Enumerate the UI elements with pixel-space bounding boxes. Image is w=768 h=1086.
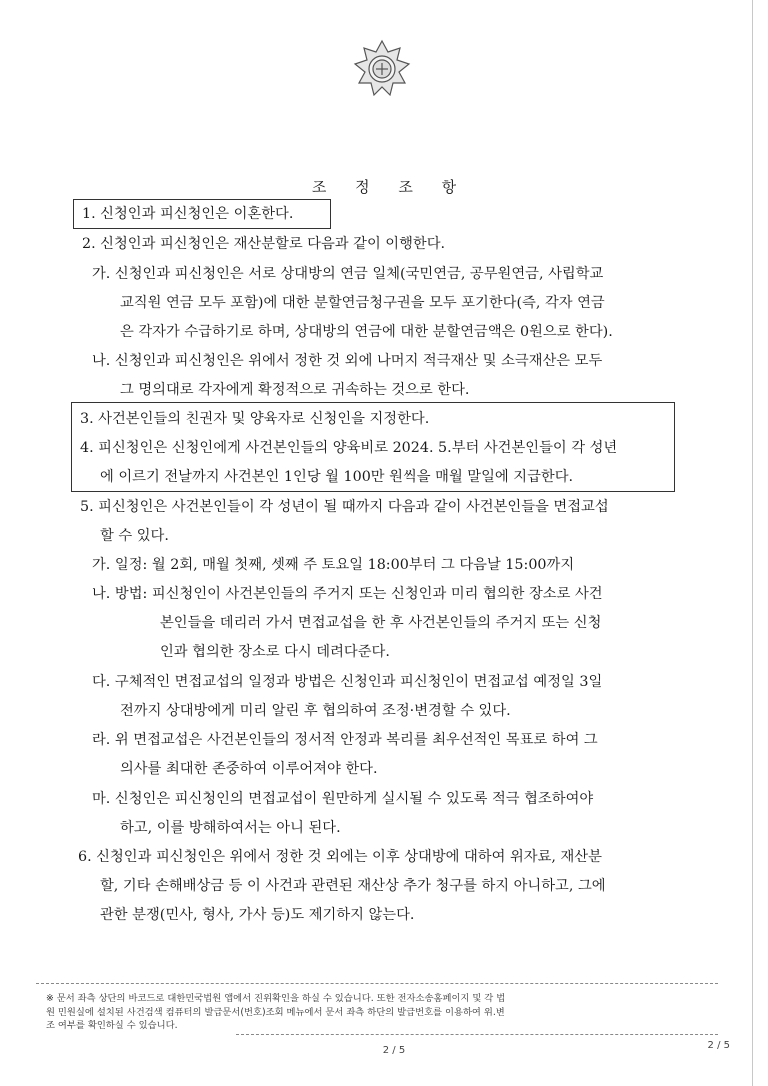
clause-5-line-1: 5. 피신청인은 사건본인들이 각 성년이 될 때까지 다음과 같이 사건본인들을 면접교섭 [80,499,609,515]
clause-2-ga-line-2: 교직원 연금 모두 포함)에 대한 분할연금청구권을 모두 포기한다(즉, 각자 연금 [120,295,605,311]
clause-1: 1. 신청인과 피신청인은 이혼한다. [82,206,294,222]
page-number: 2 / 5 [382,1045,406,1056]
clause-5-na-line-3: 인과 협의한 장소로 다시 데려다준다. [160,644,390,660]
clause-2-ga-line-3: 은 각자가 수급하기로 하며, 상대방의 연금에 대한 분할연금액은 0원으로 한다). [120,324,613,340]
court-seal-icon [350,38,414,102]
footer-note-line: 원 민원실에 설치된 사건검색 컴퓨터의 발급문서(번호)조회 메뉴에서 문서 좌측 하단의 발급번호를 이용하여 위.변 [46,1006,505,1018]
clause-5-ga: 가. 일정: 월 2회, 매월 첫째, 셋째 주 토요일 18:00부터 그 다음날 15:00까지 [92,557,575,573]
clause-6-line-3: 관한 분쟁(민사, 형사, 가사 등)도 제기하지 않는다. [100,907,415,923]
footer-note-line: 조 여부를 확인하실 수 있습니다. [46,1020,178,1031]
clause-4-line-2: 에 이르기 전날까지 사건본인 1인당 월 100만 원씩을 매월 말일에 지급한다. [100,469,574,485]
clause-2-ga-line-1: 가. 신청인과 피신청인은 서로 상대방의 연금 일체(국민연금, 공무원연금, 사립학교 [92,266,604,282]
clause-5-na-line-1: 나. 방법: 피신청인이 사건본인들의 주거지 또는 신청인과 미리 협의한 장소로 사건 [92,586,603,602]
clause-2: 2. 신청인과 피신청인은 재산분할로 다음과 같이 이행한다. [82,236,446,252]
clause-5-na-line-2: 본인들을 데리러 가서 면접교섭을 한 후 사건본인들의 주거지 또는 신청 [160,615,602,631]
clause-6-line-2: 할, 기타 손해배상금 등 이 사건과 관련된 재산상 추가 청구를 하지 아니하고, 그에 [100,878,606,894]
footer-verification-note [46,992,726,1033]
page-edge [752,0,753,1086]
clause-6-line-1: 6. 신청인과 피신청인은 위에서 정한 것 외에는 이후 상대방에 대하여 위자료, 재산분 [78,849,602,865]
clause-5-ra-line-2: 의사를 최대한 존중하여 이루어져야 한다. [120,761,378,777]
clause-5-ma-line-2: 하고, 이를 방해하여서는 아니 된다. [120,820,341,836]
clause-5-da-line-2: 전까지 상대방에게 미리 알린 후 협의하여 조정·변경할 수 있다. [120,703,511,719]
footer-divider-lower [236,1034,718,1035]
page-number-right: 2 / 5 [707,1040,730,1051]
clause-4-line-1: 4. 피신청인은 신청인에게 사건본인들의 양육비로 2024. 5.부터 사건본인들이 각 성년 [80,440,618,456]
clause-3: 3. 사건본인들의 친권자 및 양육자로 신청인을 지정한다. [80,411,430,427]
clause-5-da-line-1: 다. 구체적인 면접교섭의 일정과 방법은 신청인과 피신청인이 면접교섭 예정일 3일 [92,674,603,690]
clause-5-line-2: 할 수 있다. [100,528,169,544]
footer-note-line: ※ 문서 좌측 상단의 바코드로 대한민국법원 앱에서 진위확인을 하실 수 있습니다. 또한 전자소송홈페이지 및 각 법 [46,993,506,1004]
clause-2-na-line-2: 그 명의대로 각자에게 확정적으로 귀속하는 것으로 한다. [120,382,470,398]
clause-2-na-line-1: 나. 신청인과 피신청인은 위에서 정한 것 외에 나머지 적극재산 및 소극재산은 모두 [92,353,603,369]
footer-divider [36,983,718,984]
clause-5-ma-line-1: 마. 신청인은 피신청인의 면접교섭이 원만하게 실시될 수 있도록 적극 협조하여야 [92,791,594,807]
clause-5-ra-line-1: 라. 위 면접교섭은 사건본인들의 정서적 안정과 복리를 최우선적인 목표로 하여 그 [92,732,598,748]
document-title: 조 정 조 항 [311,178,469,196]
